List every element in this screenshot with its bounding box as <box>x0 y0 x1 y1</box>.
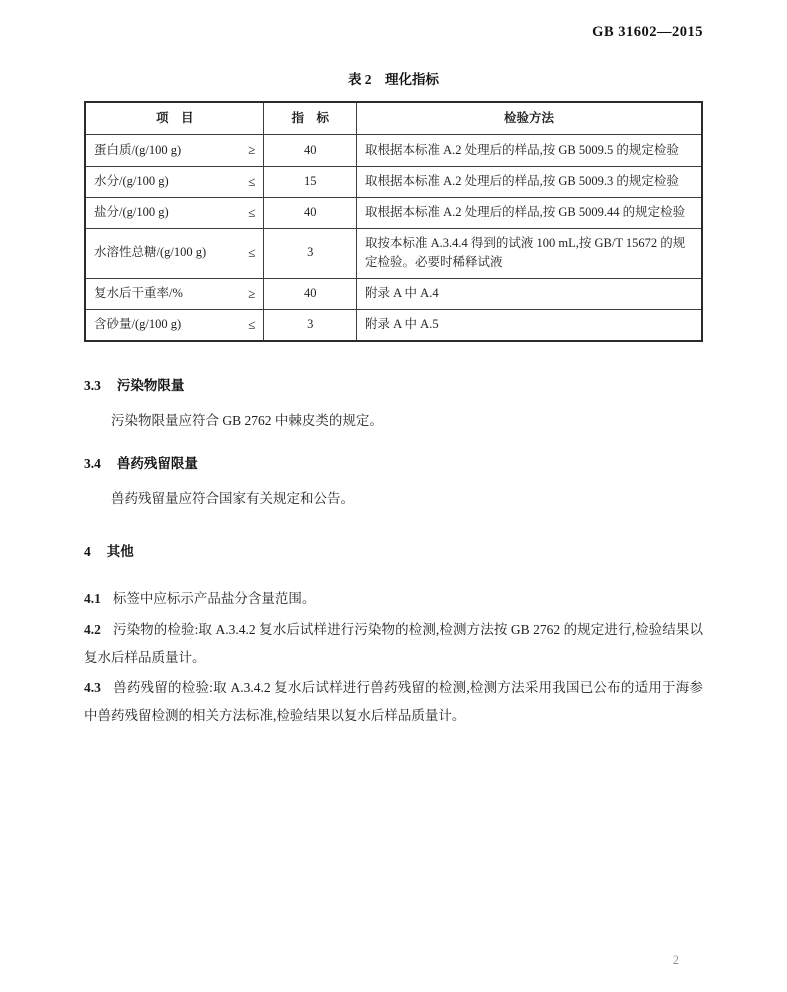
clause-number: 4 <box>84 543 91 559</box>
clause-paragraph-3-3: 污染物限量应符合 GB 2762 中棘皮类的规定。 <box>111 412 383 428</box>
item-label: 蛋白质/(g/100 g) <box>94 142 182 157</box>
physicochemical-indicators-table <box>84 101 703 342</box>
item-label: 复水后干重率/% <box>94 285 183 300</box>
col-header-index: 指 标 <box>264 102 357 135</box>
clause-number: 4.3 <box>84 679 101 695</box>
item-label: 含砂量/(g/100 g) <box>94 317 182 332</box>
clause-text: 标签中应标示产品盐分含量范围。 <box>112 590 316 606</box>
index-cell: 40 <box>264 278 357 309</box>
col-header-item: 项 目 <box>85 102 264 135</box>
method-cell: 附录 A 中 A.4 <box>356 278 702 309</box>
relation-symbol: ≤ <box>248 245 256 261</box>
table-row <box>85 197 702 228</box>
relation-symbol: ≥ <box>248 285 256 301</box>
clause-text: 污染物的检验:取 A.3.4.2 复水后试样进行污染物的检测,检测方法按 GB 2762 的规定进行,检验结果以复水后样品质量计。 <box>84 621 703 665</box>
table-title: 表 2 理化指标 <box>347 72 440 87</box>
table-row <box>85 309 702 341</box>
clause-title: 污染物限量 <box>116 377 185 393</box>
table-row <box>85 228 702 278</box>
item-cell <box>85 278 264 309</box>
col-header-method: 检验方法 <box>356 102 702 135</box>
item-cell <box>85 309 264 341</box>
clause-paragraph-4-3 <box>84 674 703 730</box>
relation-symbol: ≤ <box>248 204 256 220</box>
clause-paragraph-4-2 <box>84 616 703 672</box>
item-cell <box>85 166 264 197</box>
method-cell: 取根据本标准 A.2 处理后的样品,按 GB 5009.44 的规定检验 <box>356 197 702 228</box>
method-cell: 取按本标准 A.3.4.4 得到的试液 100 mL,按 GB/T 15672 的规定检验。必要时稀释试液 <box>356 228 702 278</box>
clause-paragraph-3-4: 兽药残留量应符合国家有关规定和公告。 <box>111 490 354 506</box>
index-cell: 15 <box>264 166 357 197</box>
table-row <box>85 166 702 197</box>
item-label: 水分/(g/100 g) <box>94 173 169 188</box>
method-cell: 附录 A 中 A.5 <box>356 309 702 341</box>
clause-text: 兽药残留的检验:取 A.3.4.2 复水后试样进行兽药残留的检测,检测方法采用我国已公布的适用于海参中兽药残留检测的相关方法标准,检验结果以复水后样品质量计。 <box>84 679 703 723</box>
item-cell <box>85 135 264 166</box>
table-row <box>85 135 702 166</box>
clause-number: 4.1 <box>84 590 101 606</box>
clause-number: 3.4 <box>84 455 101 471</box>
item-label: 盐分/(g/100 g) <box>94 205 169 220</box>
index-cell: 40 <box>264 135 357 166</box>
clause-number: 4.2 <box>84 621 101 637</box>
relation-symbol: ≤ <box>248 173 256 189</box>
table-row <box>85 278 702 309</box>
item-cell <box>85 228 264 278</box>
clause-number: 3.3 <box>84 377 101 393</box>
clause-heading-3-3 <box>84 374 703 394</box>
clause-title: 其他 <box>106 543 134 559</box>
clause-title: 兽药残留限量 <box>116 455 198 471</box>
standard-number-header: GB 31602—2015 <box>592 24 703 40</box>
table-body <box>85 135 702 341</box>
relation-symbol: ≤ <box>248 316 256 332</box>
item-cell <box>85 197 264 228</box>
clause-paragraph-4-1 <box>84 585 703 613</box>
item-label: 水溶性总糖/(g/100 g) <box>94 245 207 260</box>
method-cell: 取根据本标准 A.2 处理后的样品,按 GB 5009.5 的规定检验 <box>356 135 702 166</box>
index-cell: 3 <box>264 228 357 278</box>
index-cell: 3 <box>264 309 357 341</box>
relation-symbol: ≥ <box>248 142 256 158</box>
index-cell: 40 <box>264 197 357 228</box>
page-number: 2 <box>672 953 679 967</box>
method-cell: 取根据本标准 A.2 处理后的样品,按 GB 5009.3 的规定检验 <box>356 166 702 197</box>
clause-heading-4 <box>84 540 703 560</box>
table-header-row <box>85 102 702 135</box>
table-header <box>85 102 702 135</box>
clause-heading-3-4 <box>84 452 703 472</box>
